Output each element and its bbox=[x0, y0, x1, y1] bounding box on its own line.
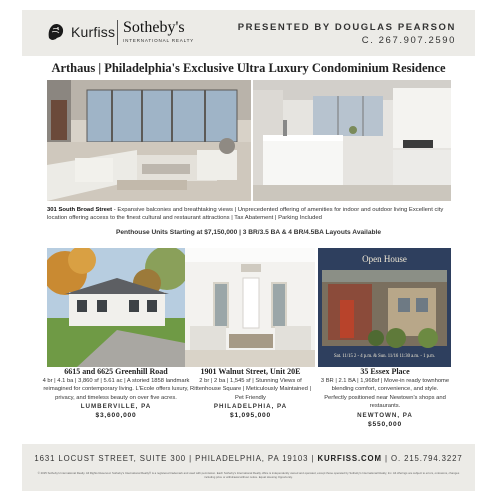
penthouse-pricing: Penthouse Units Starting at $7,150,000 | 3 BR/3.5 BA & 4 BR/4.5BA Layouts Available bbox=[115, 229, 382, 236]
open-house-dates: Sat. 11/15 2 - 4 p.m. & Sun. 11/16 11:30 a.m. - 1 p.m. bbox=[334, 354, 435, 359]
agent-phone: C. 267.907.2590 bbox=[361, 35, 456, 46]
featured-description bbox=[47, 206, 462, 222]
essex-open-house-card bbox=[318, 248, 451, 367]
listing-essex bbox=[320, 367, 450, 429]
header-bar bbox=[22, 10, 475, 56]
office-address: 1631 LOCUST STREET, SUITE 300 | PHILADELPHIA, PA 19103 | bbox=[34, 454, 318, 463]
kurfiss-brand-name: Kurfiss bbox=[71, 24, 116, 40]
website-link[interactable]: KURFISS.COM bbox=[317, 454, 382, 463]
listing-title: 6615 and 6625 Greenhill Road bbox=[64, 367, 168, 376]
listing-greenhill bbox=[42, 367, 190, 420]
listing-title: 35 Essex Place bbox=[360, 367, 410, 376]
featured-address: 301 South Broad Street bbox=[47, 207, 113, 213]
footer-address-line bbox=[22, 454, 475, 463]
flyer-page bbox=[22, 10, 475, 491]
greenhill-photo bbox=[47, 248, 185, 367]
featured-living-room-photo bbox=[47, 80, 251, 201]
office-phone: | O. 215.794.3227 bbox=[381, 454, 463, 463]
sothebys-brand-name: Sotheby's bbox=[123, 19, 185, 36]
listing-city: LUMBERVILLE, PA bbox=[80, 403, 152, 411]
walnut-photo bbox=[185, 248, 315, 367]
listing-city: PHILADELPHIA, PA bbox=[213, 403, 288, 411]
open-house-title: Open House bbox=[362, 254, 407, 264]
kurfiss-lion-logo-icon bbox=[46, 22, 66, 42]
legal-disclaimer: © 2025 Sotheby's International Realty. All Rights Reserved. Sotheby's International Realty® is a registered trademark and used with permission. Each Sotheby's International Realty office is independently owned and operated, except those operated by Sotheby's International Realty, Inc. All offerings are subject to errors, omissions, changes including price or withdrawal without notice. Equal Housing Opportunity. bbox=[37, 471, 460, 479]
page-headline: Arthaus | Philadelphia's Exclusive Ultra Luxury Condominium Residence bbox=[51, 61, 446, 75]
listing-walnut bbox=[188, 367, 313, 420]
listing-title: 1901 Walnut Street, Unit 20E bbox=[200, 367, 301, 376]
listing-city: NEWTOWN, PA bbox=[357, 411, 413, 419]
listing-price: $1,095,000 bbox=[229, 412, 271, 420]
listing-details: 3 BR | 2.1 BA | 1,968sf | Move-in ready townhome blending comfort, convenience, and style. Perfectly positioned near Newtown's shops and restaurants. bbox=[320, 378, 450, 410]
featured-details: - Expansive balconies and breathtaking views | Unprecedented offering of amenities for indoor and outdoor living Excellent city location offering access to the finest cultural and restaurant attractions | Tax Abatement | Parking Included bbox=[47, 207, 444, 222]
sothebys-brand-subtitle: INTERNATIONAL REALTY bbox=[123, 38, 195, 43]
logo-divider bbox=[117, 20, 118, 45]
featured-kitchen-photo bbox=[253, 80, 451, 201]
listing-price: $550,000 bbox=[368, 420, 402, 428]
listing-details: 4 br | 4.1 ba | 3,860 sf | 5.61 ac | A storied 1858 landmark reimagined for contemporary living. L'Ecole offers luxury, privacy, and timeless beauty on over five acres. bbox=[42, 378, 190, 401]
presented-by: PRESENTED BY DOUGLAS PEARSON bbox=[237, 22, 456, 33]
listing-details: 2 br | 2 ba | 1,545 sf | Stunning Views of Rittenhouse Square | Meticulously Maintained | Pet Friendly bbox=[190, 378, 311, 401]
footer-bar bbox=[22, 444, 475, 491]
listing-price: $3,600,000 bbox=[95, 412, 137, 420]
